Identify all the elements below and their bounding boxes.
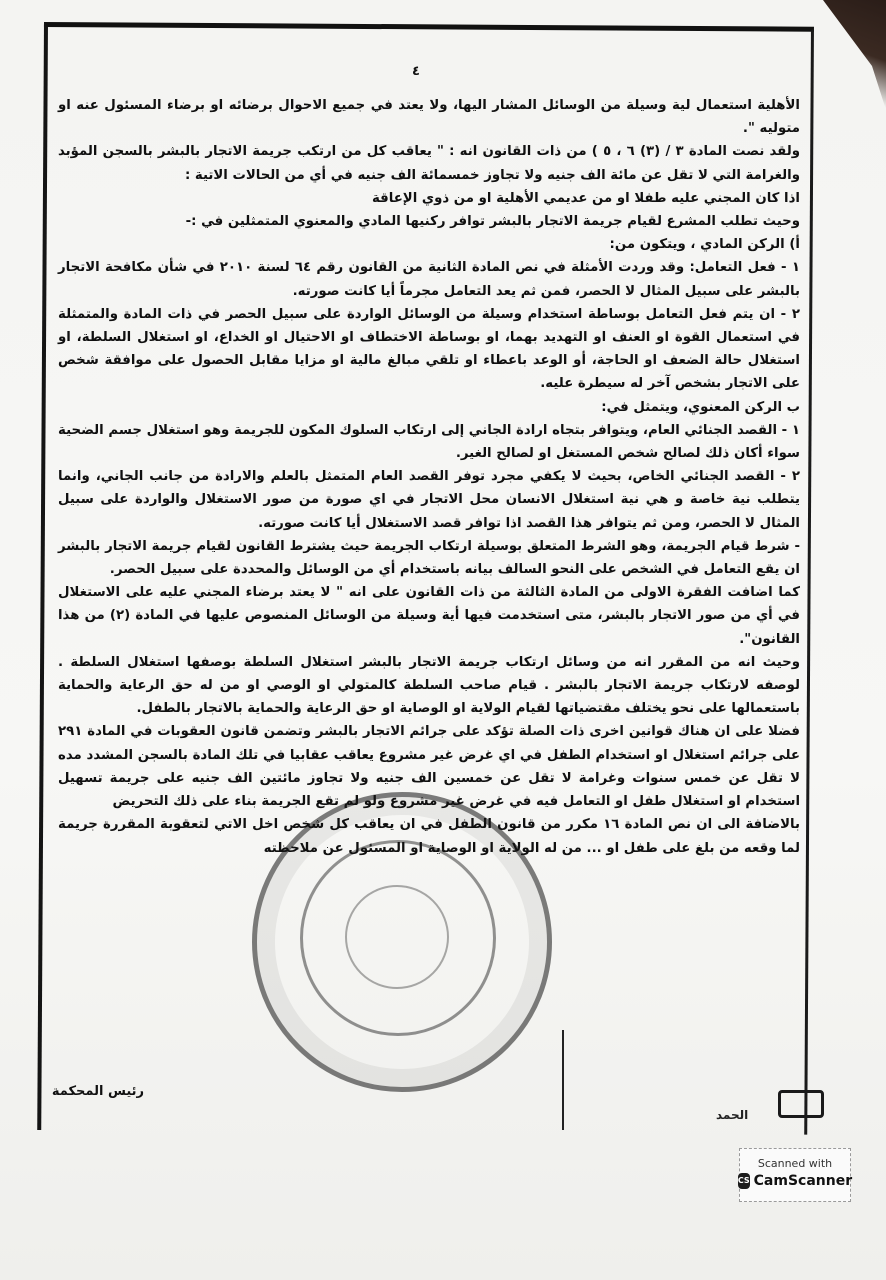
paragraph: - شرط قيام الجريمة، وهو الشرط المتعلق بوسيلة ارتكاب الجريمة حيث يشترط القانون لقيام جريمة الاتجار بالبشر ان يقع التعامل في الشخص على النحو السالف بيانه باستخدام أي من الوسائل والمحددة على سبيل الحصر. — [58, 538, 800, 578]
page-number: ٤ — [412, 64, 420, 79]
paragraph: ٢ - ان يتم فعل التعامل بوساطة استخدام وسيلة من الوسائل الواردة على سبيل الحصر في ذات المادة والمتمثلة في استعمال القوة او العنف او التهديد بهما، او بوساطة الاختطاف او الاحتيال او الخداع، او استغلال السلطة، او استغلال حالة الضعف او الحاجة، أو الوعد باعطاء او تلقي مبالغ مالية او مزايا مقابل الحصول على موافقة شخص على الاتجار بشخص آخر له سيطرة عليه. — [58, 306, 800, 392]
section-heading: أ) الركن المادي ، ويتكون من: — [609, 237, 800, 253]
paragraph: فضلا على ان هناك قوانين اخرى ذات الصلة تؤكد على جرائم الاتجار بالبشر وتضمن قانون العقوبات في المادة ٢٩١ على جرائم استغلال او استخدام الطفل في اي غرض غير مشروع يعاقب عقابيا في تلك المادة بالسجن المشدد مده لا تقل عن خمس سنوات وغرامة لا تقل عن خمسين الف جنيه ولا تجاوز مائتين الف جنيه على جريمة تسهيل استخدام او استغلال طفل او التعامل فيه في غرض غير مشروع ولو لم تقع الجريمة بناء على ذلك التحريض — [58, 724, 800, 810]
watermark-caption: Scanned with — [757, 1157, 833, 1170]
section-heading: ب الركن المعنوي، ويتمثل في: — [601, 399, 800, 415]
paragraph: وحيث تطلب المشرع لقيام جريمة الاتجار بالبشر توافر ركنيها المادي والمعنوي المتمثلين في :- — [185, 214, 800, 230]
court-seal-core — [345, 885, 449, 989]
paragraph: ولقد نصت المادة ٣ / (٣) ٦ ، ٥ ) من ذات القانون انه : " يعاقب كل من ارتكب جريمة الاتجار بالبشر بالسجن المؤبد والغرامة التي لا تقل عن مائة الف جنيه ولا تجاوز خمسمائة الف جنيه في أي من الحالات الاتية : — [58, 144, 801, 183]
document-body — [58, 94, 800, 860]
paragraph: كما اضافت الفقرة الاولى من المادة الثالثة من ذات القانون على انه " لا يعتد برضاء المجني عليه على الاستغلال في أي من صور الاتجار بالبشر، متى استخدمت فيها أية وسيلة من الوسائل المنصوص عليها في المادة (٢) من هذا القانون". — [58, 585, 801, 647]
signature-divider — [562, 1030, 564, 1130]
paragraph: ١ - القصد الجنائي العام، ويتوافر بتجاه ارادة الجاني إلى ارتكاب السلوك المكون للجريمة وهو استغلال جسم الضحية سواء أكان ذلك لصالح شخص المستغل او لصالح الغير. — [58, 422, 800, 462]
camscanner-watermark — [739, 1148, 851, 1202]
signature-scribble-icon — [778, 1090, 824, 1118]
watermark-brand: CamScanner — [753, 1173, 853, 1189]
paragraph: ١ - فعل التعامل: وقد وردت الأمثلة في نص المادة الثانية من القانون رقم ٦٤ لسنة ٢٠١٠ في شأن مكافحة الاتجار بالبشر على سبيل المثال لا الحصر، فمن ثم يعد التعامل مجرماً أيا كانت صورته. — [58, 260, 800, 299]
paragraph: بالاضافة الى ان نص المادة ١٦ مكرر من قانون الطفل في ان يعاقب كل شخص اخل الاتي لتعقوبة المقررة جريمة لما وقعه من بلغ على طفل او ... من له الولاية او الوصاية او المسئول عن ملاحظته — [58, 817, 800, 856]
camscanner-logo-icon: CS — [738, 1173, 750, 1189]
paragraph: الأهلية استعمال لية وسيلة من الوسائل المشار اليها، ولا يعتد في جميع الاحوال برضائه او برضاء المسئول عنه او متوليه ". — [58, 98, 800, 137]
paragraph: وحيث انه من المقرر انه من وسائل ارتكاب جريمة الاتجار بالبشر استغلال السلطة بوصفها استغلال السلطة . لوصفه لارتكاب جريمة الاتجار بالبشر . قيام صاحب السلطة كالمتولي او الوصي او من له حق الرعاية والحماية باستعمالها على نحو يختلف مقتضياتها لقيام الولاية او الوصاية او حق الرعاية والحماية بالاتجار بالطفل. — [58, 654, 800, 717]
court-president-signature-label: رئيس المحكمة — [51, 1084, 144, 1099]
page-edge-shadow — [816, 0, 886, 110]
paragraph: ٢ - القصد الجنائي الخاص، بحيث لا يكفي مجرد توفر القصد العام المتمثل بالعلم والارادة من جانب الجاني، وانما يتطلب نية خاصة و هي نية استغلال الانسان محل الاتجار في اي صورة من صور الاستغلال والواردة على سبيل المثال لا الحصر، ومن ثم يتوافر هذا القصد اذا توافر قصد الاستغلال أيا كانت صورته. — [58, 469, 800, 531]
signature-left-text: الحمد — [716, 1108, 749, 1122]
paragraph: اذا كان المجني عليه طفلا او من عديمي الأهلية او من ذوي الإعاقة — [371, 190, 800, 206]
